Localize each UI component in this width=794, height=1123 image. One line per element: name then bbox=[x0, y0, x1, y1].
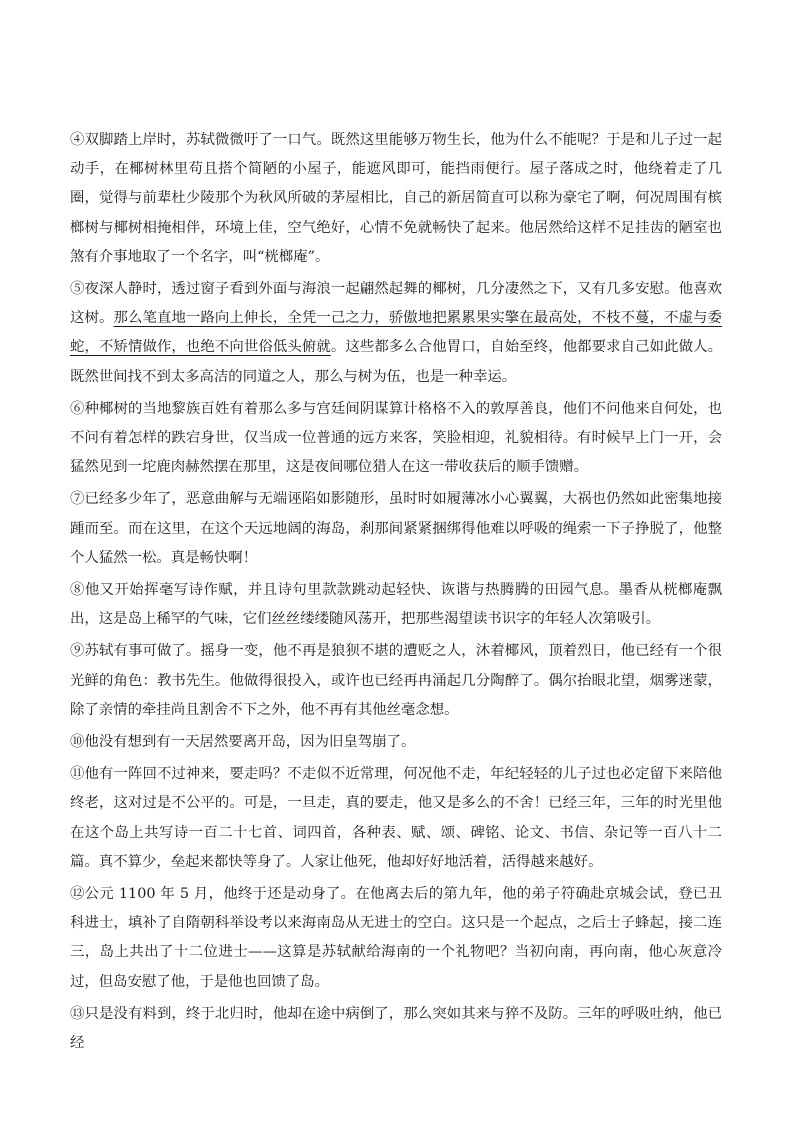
paragraph-5-intro: ⑤夜深人静时，透过窗子看到外面与海浪一起翩然起舞的椰树，几分凄然之下，又有几多安慰。他喜欢这树。 bbox=[70, 281, 722, 327]
document-body bbox=[70, 126, 722, 1061]
paragraph-5-rest: 。这些都多么合他胃口，自始至终，他都要求自己如此做人。既然世间找不到太多高洁的同道之人，那么与树为伍，也是一种幸运。 bbox=[70, 339, 722, 385]
paragraph-5-underlined-sentence: 那么笔直地一路向上伸长，全凭一己之力，骄傲地把累累果实擎在最高处，不枝不蔓，不虚与委蛇，不矫情做作，也绝不向世俗低头俯就 bbox=[70, 310, 722, 356]
paragraph-10: ⑩他没有想到有一天居然要离开岛，因为旧皇驾崩了。 bbox=[70, 734, 416, 751]
paragraph-5 bbox=[70, 275, 722, 392]
paragraph-8: ⑧他又开始挥毫写诗作赋，并且诗句里款款跳动起轻快、诙谐与热腾腾的田园气息。墨香从桄榔庵飘出，这是岛上稀罕的气味，它们丝丝缕缕随风荡开，把那些渴望读书识字的年轻人次第吸引。 bbox=[70, 582, 722, 628]
paragraph-6: ⑥种椰树的当地黎族百姓有着那么多与宫廷间阴谋算计格格不入的敦厚善良，他们不问他来自何处，也不问有着怎样的跌宕身世，仅当成一位普通的远方来客，笑脸相迎，礼貌相待。有时候早上门一开，会猛然见到一坨鹿肉赫然摆在那里，这是夜间哪位猎人在这一带收获后的顺手馈赠。 bbox=[70, 400, 722, 476]
paragraph-4: ④双脚踏上岸时，苏轼微微吁了一口气。既然这里能够万物生长，他为什么不能呢？于是和儿子过一起动手，在椰树林里苟且搭个简陋的小屋子，能遮风即可，能挡雨便行。屋子落成之时，他绕着走了几圈，觉得与前辈杜少陵那个为秋风所破的茅屋相比，自己的新居简直可以称为豪宅了啊，何况周围有槟榔树与椰树相掩相伴，环境上佳，空气绝好，心情不免就畅快了起来。他居然给这样不足挂齿的陋室也煞有介事地取了一个名字，叫“桄榔庵”。 bbox=[70, 132, 722, 265]
paragraph-9: ⑨苏轼有事可做了。摇身一变，他不再是狼狈不堪的遭贬之人，沐着椰风，顶着烈日，他已经有一个很光鲜的角色：教书先生。他做得很投入，或许也已经再冉涌起几分陶醉了。偶尔抬眼北望，烟雾迷蒙，除了亲情的牵挂尚且割舍不下之外，他不再有其他丝毫念想。 bbox=[70, 643, 722, 718]
paragraph-7: ⑦已经多少年了，恶意曲解与无端诬陷如影随形，虽时时如履薄冰小心翼翼，大祸也仍然如此密集地接踵而至。而在这里，在这个天远地阔的海岛，刹那间紧紧捆绑得他难以呼吸的绳索一下子挣脱了，他整个人猛然一松。真是畅快啊！ bbox=[70, 491, 722, 566]
paragraph-13: ⑬只是没有料到，终于北归时，他却在途中病倒了，那么突如其来与猝不及防。三年的呼吸吐纳，他已经 bbox=[70, 1005, 722, 1052]
paragraph-11: ⑪他有一阵回不过神来，要走吗？不走似不近常理，何况他不走，年纪轻轻的儿子过也必定留下来陪他终老，这对过是不公平的。可是，一旦走，真的要走，他又是多么的不舍！已经三年，三年的时光里他在这个岛上共写诗一百二十七首、词四首，各种表、赋、颂、碑铭、论文、书信、杂记等一百八十二篇。真不算少，垒起来都快等身了。人家让他死，他却好好地活着，活得越来越好。 bbox=[70, 766, 722, 870]
paragraph-12: ⑫公元 1100 年 5 月，他终于还是动身了。在他离去后的第九年，他的弟子符确赴京城会试，登已丑科进士，填补了自隋朝科举设考以来海南岛从无进士的空白。这只是一个起点，之后士子蜂起，接二连三，岛上共出了十二位进士——这算是苏轼献给海南的一个礼物吧？当初向南，再向南，他心灰意冷过，但岛安慰了他，于是他也回馈了岛。 bbox=[70, 886, 722, 990]
